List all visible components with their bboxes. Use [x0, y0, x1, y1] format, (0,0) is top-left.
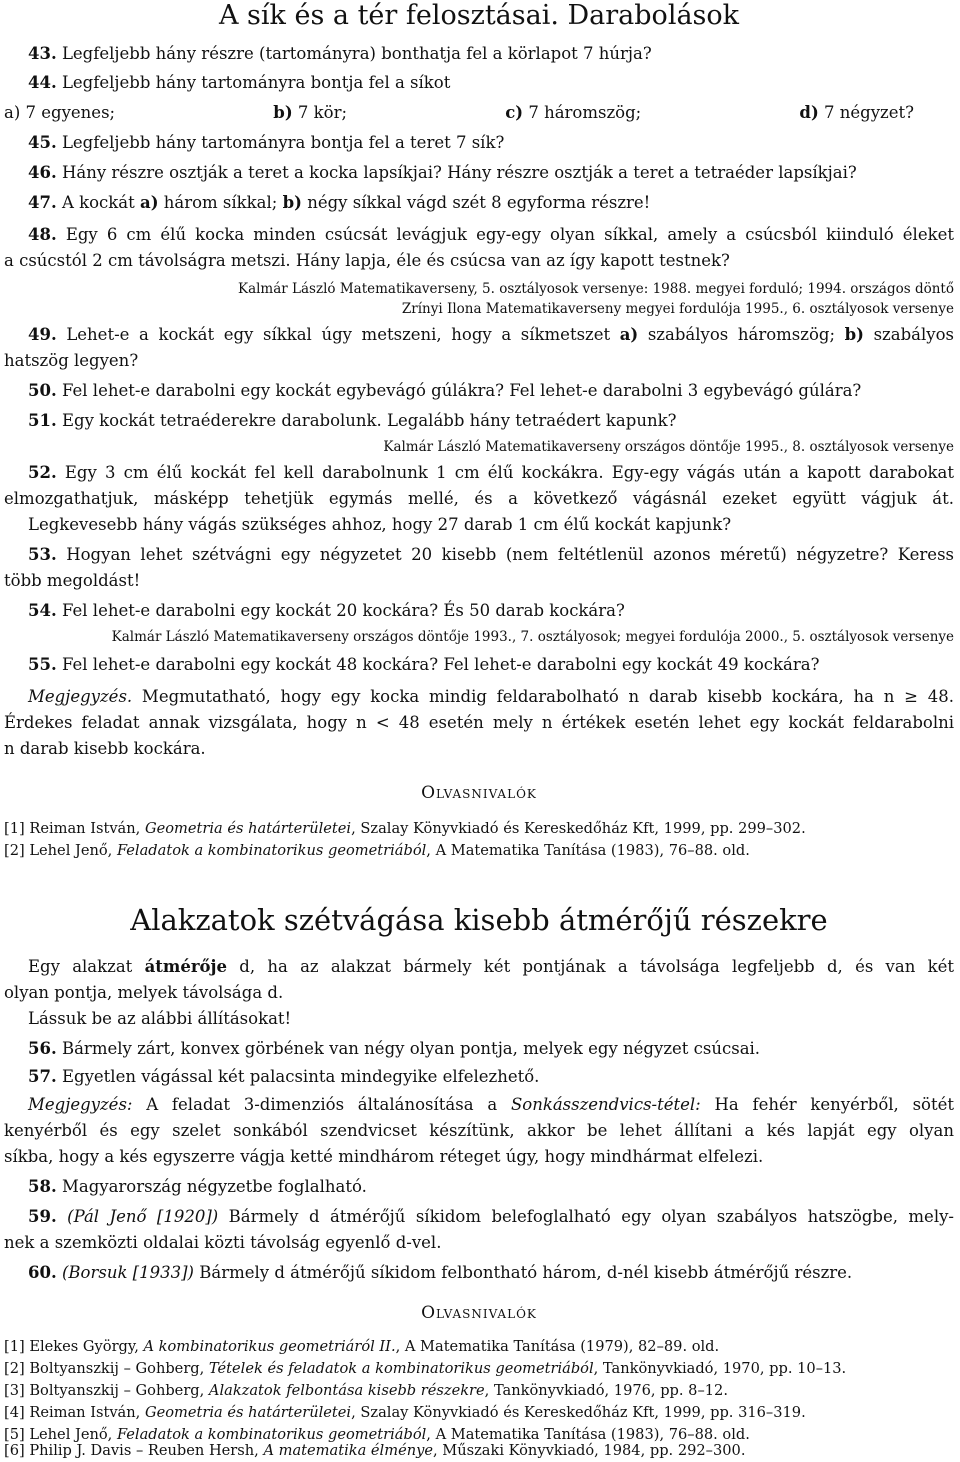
reference-item: [2] Lehel Jenő, Feladatok a kombinatorikus geometriából, A Matematika Tanítása (1983), 76–88. old.	[4, 842, 750, 859]
reference-item: [1] Reiman István, Geometria és határterületei, Szalay Könyvkiadó és Kereskedőház Kft, 1999, pp. 299–302.	[4, 820, 806, 837]
remark-cont: Érdekes feladat annak vizsgálata, hogy n < 48 esetén mely n értékek esetén lehet egy kockát feldarabolni	[4, 713, 954, 732]
definition: Egy alakzat átmérője d, ha az alakzat bármely két pontjának a távolsága legfeljebb d, és van két	[28, 957, 955, 976]
problem-53: 53. Hogyan lehet szétvágni egy négyzetet 20 kisebb (nem feltétlenül azonos méretű) négyzetre? Keress	[28, 545, 954, 564]
problem-44-options	[4, 102, 954, 124]
remark: Megjegyzés: A feladat 3-dimenziós általánosítása a Sonkásszendvics-tétel: Ha fehér kenyérből, sötét	[28, 1095, 954, 1114]
problem-47: 47. A kockát a) három síkkal; b) négy síkkal vágd szét 8 egyforma részre!	[28, 193, 651, 212]
reference-item: [4] Reiman István, Geometria és határterületei, Szalay Könyvkiadó és Kereskedőház Kft, 1999, pp. 316–319.	[4, 1404, 806, 1421]
remark-cont: kenyérből és egy szelet sonkából szendvicset készítünk, akkor be lehet állítani a kés lapját egy olyan	[4, 1121, 954, 1140]
reading-heading: Olvasnivalók	[421, 1303, 537, 1323]
reading-heading: Olvasnivalók	[421, 783, 537, 803]
source-note: Kalmár László Matematikaverseny, 5. osztályosok versenye: 1988. megyei forduló; 1994. országos döntő	[237, 281, 954, 297]
reference-item: [3] Boltyanszkij – Gohberg, Alakzatok felbontása kisebb részekre, Tankönyvkiadó, 1976, pp. 8–12.	[4, 1382, 728, 1399]
problem-44: 44. Legfeljebb hány tartományra bontja fel a síkot	[28, 73, 451, 92]
problem-48-cont: a csúcstól 2 cm távolságra metszi. Hány lapja, éle és csúcsa van az így kapott testnek?	[4, 251, 730, 270]
remark-cont: síkba, hogy a kés egyszerre vágja ketté mindhárom réteget úgy, hogy mindhármat elfelezi.	[4, 1147, 764, 1166]
problem-50: 50. Fel lehet-e darabolni egy kockát egybevágó gúlákra? Fel lehet-e darabolni 3 egybevágó gúlára?	[28, 381, 862, 400]
problem-57: 57. Egyetlen vágással két palacsinta mindegyike elfelezhető.	[28, 1067, 540, 1086]
reference-item: [2] Boltyanszkij – Gohberg, Tételek és feladatok a kombinatorikus geometriából, Tankönyvkiadó, 1970, pp. 10–13.	[4, 1360, 847, 1377]
source-note: Kalmár László Matematikaverseny országos döntője 1993., 7. osztályosok; megyei fordulója 2000., 5. osztályosok versenye	[111, 629, 954, 645]
problem-59: 59. (Pál Jenő [1920]) Bármely d átmérőjű síkidom belefoglalható egy olyan szabályos hatszögbe, mely-	[28, 1207, 954, 1226]
problem-60: 60. (Borsuk [1933]) Bármely d átmérőjű síkidom felbontható három, d-nél kisebb átmérőjű részre.	[28, 1263, 853, 1282]
source-note: Zrínyi Ilona Matematikaverseny megyei fordulója 1995., 6. osztályosok versenye	[401, 301, 954, 317]
reference-item: [1] Elekes György, A kombinatorikus geometriáról II., A Matematika Tanítása (1979), 82–89. old.	[4, 1338, 720, 1355]
problem-52-cont: elmozgathatjuk, másképp tehetjük egymás mellé, és a következő vágásnál ezeket együtt vágjuk át.	[4, 489, 954, 508]
definition-cont: olyan pontja, melyek távolsága d.	[4, 983, 284, 1002]
problem-56: 56. Bármely zárt, konvex görbének van négy olyan pontja, melyek egy négyzet csúcsai.	[28, 1039, 761, 1058]
intro-text: Lássuk be az alábbi állításokat!	[28, 1009, 292, 1028]
problem-48: 48. Egy 6 cm élű kocka minden csúcsát levágjuk egy-egy olyan síkkal, amely a csúcsból kiinduló éleket	[28, 225, 954, 244]
problem-49: 49. Lehet-e a kockát egy síkkal úgy metszeni, hogy a síkmetszet a) szabályos háromszög; b) szabályos	[28, 325, 954, 344]
reference-item: [5] Lehel Jenő, Feladatok a kombinatorikus geometriából, A Matematika Tanítása (1983), 76–88. old.	[4, 1426, 750, 1443]
problem-45: 45. Legfeljebb hány tartományra bontja fel a teret 7 sík?	[28, 133, 505, 152]
source-note: Kalmár László Matematikaverseny országos döntője 1995., 8. osztályosok versenye	[383, 439, 954, 455]
problem-52-cont: Legkevesebb hány vágás szükséges ahhoz, hogy 27 darab 1 cm élű kockát kapjunk?	[28, 515, 732, 534]
problem-55: 55. Fel lehet-e darabolni egy kockát 48 kockára? Fel lehet-e darabolni egy kockát 49 kockára?	[28, 655, 820, 674]
problem-46: 46. Hány részre osztják a teret a kocka lapsíkjai? Hány részre osztják a teret a tetraéder lapsíkjai?	[28, 163, 857, 182]
option-b: b) 7 kör;	[273, 103, 348, 122]
problem-52: 52. Egy 3 cm élű kockát fel kell darabolnunk 1 cm élű kockákra. Egy-egy vágás után a kapott darabokat	[28, 463, 954, 482]
problem-59-cont: nek a szemközti oldalai közti távolság egyenlő d-vel.	[4, 1233, 442, 1252]
section-title: Alakzatok szétvágása kisebb átmérőjű részekre	[130, 903, 828, 937]
problem-54: 54. Fel lehet-e darabolni egy kockát 20 kockára? És 50 darab kockára?	[28, 601, 625, 620]
option-c: c) 7 háromszög;	[505, 103, 642, 122]
option-d: d) 7 négyzet?	[799, 103, 914, 122]
remark-cont: n darab kisebb kockára.	[4, 739, 206, 758]
reference-item: [6] Philip J. Davis – Reuben Hersh, A matematika élménye, Műszaki Könyvkiadó, 1984, pp. 292–300.	[4, 1442, 746, 1459]
problem-49-cont: hatszög legyen?	[4, 351, 139, 370]
remark: Megjegyzés. Megmutatható, hogy egy kocka mindig feldarabolható n darab kisebb kockára, ha n ≥ 48.	[28, 687, 954, 706]
option-a: a) 7 egyenes;	[4, 103, 116, 122]
problem-58: 58. Magyarország négyzetbe foglalható.	[28, 1177, 367, 1196]
problem-53-cont: több megoldást!	[4, 571, 141, 590]
problem-43: 43. Legfeljebb hány részre (tartományra) bonthatja fel a körlapot 7 húrja?	[28, 44, 652, 63]
problem-51: 51. Egy kockát tetraéderekre darabolunk. Legalább hány tetraédert kapunk?	[28, 411, 677, 430]
section-title: A sík és a tér felosztásai. Darabolások	[218, 0, 740, 31]
